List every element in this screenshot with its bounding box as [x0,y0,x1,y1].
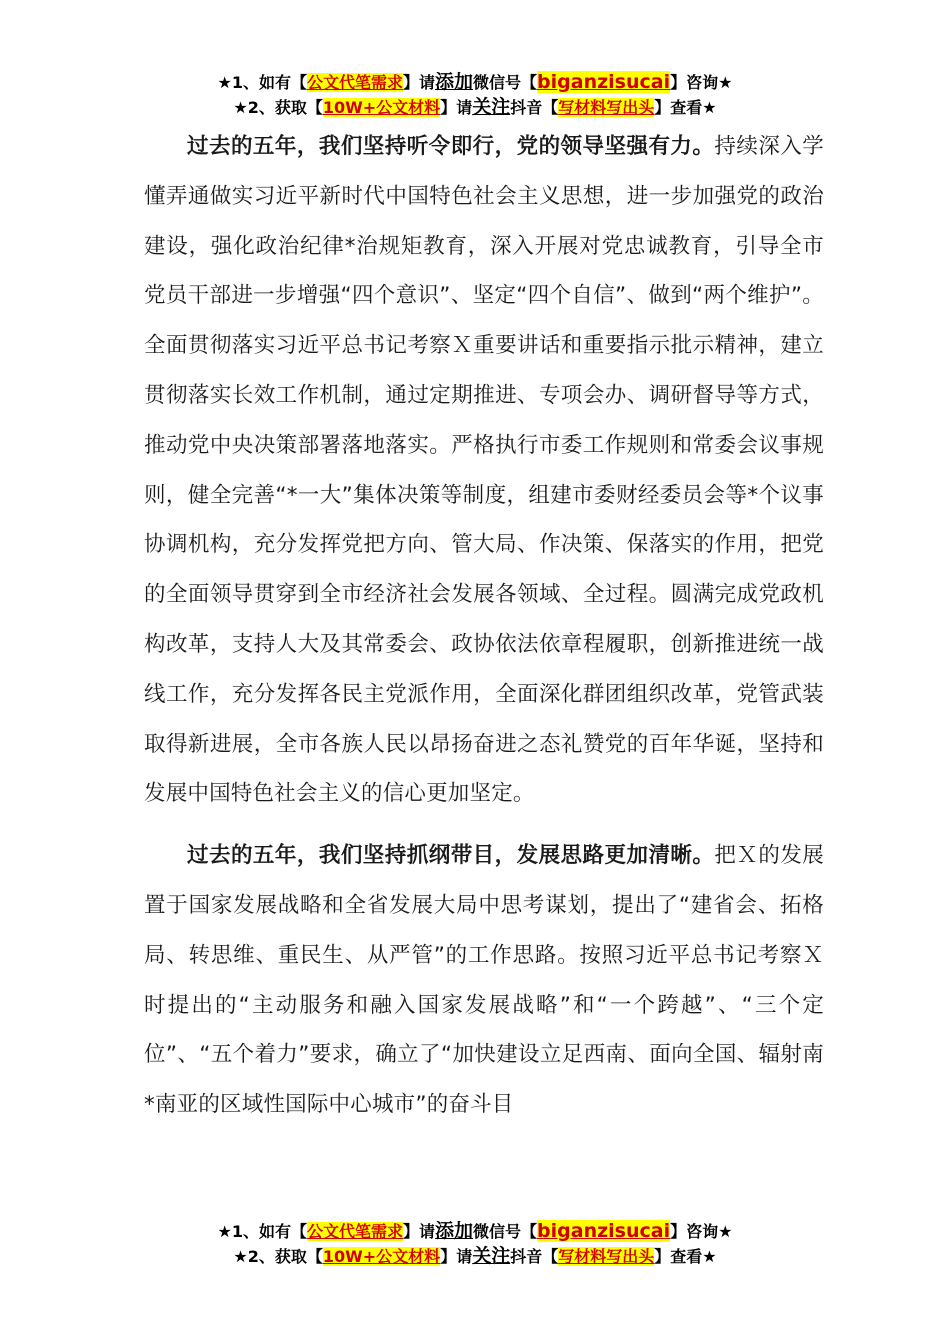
banner-highlight-service: 公文代笔需求 [306,1222,403,1241]
banner-underlined-text: 添加 [435,71,474,93]
banner-text: 】请 [403,1222,436,1241]
banner-text: 】咨询★ [670,73,733,92]
banner-highlight-wechat-id: biganzisucai [537,1220,671,1242]
banner-text: 抖音【 [510,98,559,117]
banner-text: ★1、如有【 [217,73,307,92]
banner-line-1 [0,1219,950,1244]
banner-highlight-materials: 10W+公文材料 [322,1247,441,1266]
paragraph-lead-sentence: 过去的五年，我们坚持抓纲带目，发展思路更加清晰。 [187,843,715,869]
banner-underlined-text: 添加 [435,1220,474,1242]
banner-highlight-account: 写材料写出头 [558,98,655,117]
banner-line-2 [0,1244,950,1269]
paragraph-body-text: 持续深入学懂弄通做实习近平新时代中国特色社会主义思想，进一步加强党的政治建设，强化政治纪律*治规矩教育，深入开展对党忠诚教育，引导全市党员干部进一步增强“四个意识”、坚定“四个自信”、做到“两个维护”。全面贯彻落实习近平总书记考察Ｘ重要讲话和重要指示批示精神，建立贯彻落实长效工作机制，通过定期推进、专项会办、调研督导等方式，推动党中央决策部署落地落实。严格执行市委工作规则和常委会议事规则，健全完善“*一大”集体决策等制度，组建市委财经委员会等*个议事协调机构，充分发挥党把方向、管大局、作决策、保落实的作用，把党的全面领导贯穿到全市经济社会发展各领域、全过程。圆满完成党政机构改革，支持人大及其常委会、政协依法依章程履职，创新推进统一战线工作，充分发挥各民主党派作用，全面深化群团组织改革，党管武装取得新进展，全市各族人民以昂扬奋进之态礼赞党的百年华诞，坚持和发展中国特色社会主义的信心更加坚定。 [144,134,824,807]
banner-text: 微信号【 [473,1222,538,1241]
paragraph-lead-sentence: 过去的五年，我们坚持听令即行，党的领导坚强有力。 [187,134,715,159]
paragraph [144,122,824,819]
banner-line-1 [0,70,950,95]
paragraph [144,831,824,1130]
banner-underlined-text: 关注 [472,1245,511,1267]
banner-text: 微信号【 [473,73,538,92]
banner-highlight-service: 公文代笔需求 [306,73,403,92]
banner-text: 抖音【 [510,1247,559,1266]
banner-text: ★2、获取【 [233,98,323,117]
banner-text: 】查看★ [654,1247,717,1266]
banner-text: 】查看★ [654,98,717,117]
banner-text: ★2、获取【 [233,1247,323,1266]
banner-highlight-wechat-id: biganzisucai [537,71,671,93]
banner-text: ★1、如有【 [217,1222,307,1241]
banner-highlight-materials: 10W+公文材料 [322,98,441,117]
document-body [144,122,824,1130]
header-banner [0,70,950,120]
banner-text: 】请 [403,73,436,92]
banner-text: 】请 [440,1247,473,1266]
footer-banner [0,1219,950,1269]
banner-highlight-account: 写材料写出头 [558,1247,655,1266]
banner-line-2 [0,95,950,120]
paragraph-body-text: 把Ｘ的发展置于国家发展战略和全省发展大局中思考谋划，提出了“建省会、拓格局、转思维、重民生、从严管”的工作思路。按照习近平总书记考察Ｘ时提出的“主动服务和融入国家发展战略”和“一个跨越”、“三个定位”、“五个着力”要求，确立了“加快建设立足西南、面向全国、辐射南*南亚的区域性国际中心城市”的奋斗目 [144,843,824,1118]
banner-underlined-text: 关注 [472,96,511,118]
banner-text: 】咨询★ [670,1222,733,1241]
banner-text: 】请 [440,98,473,117]
